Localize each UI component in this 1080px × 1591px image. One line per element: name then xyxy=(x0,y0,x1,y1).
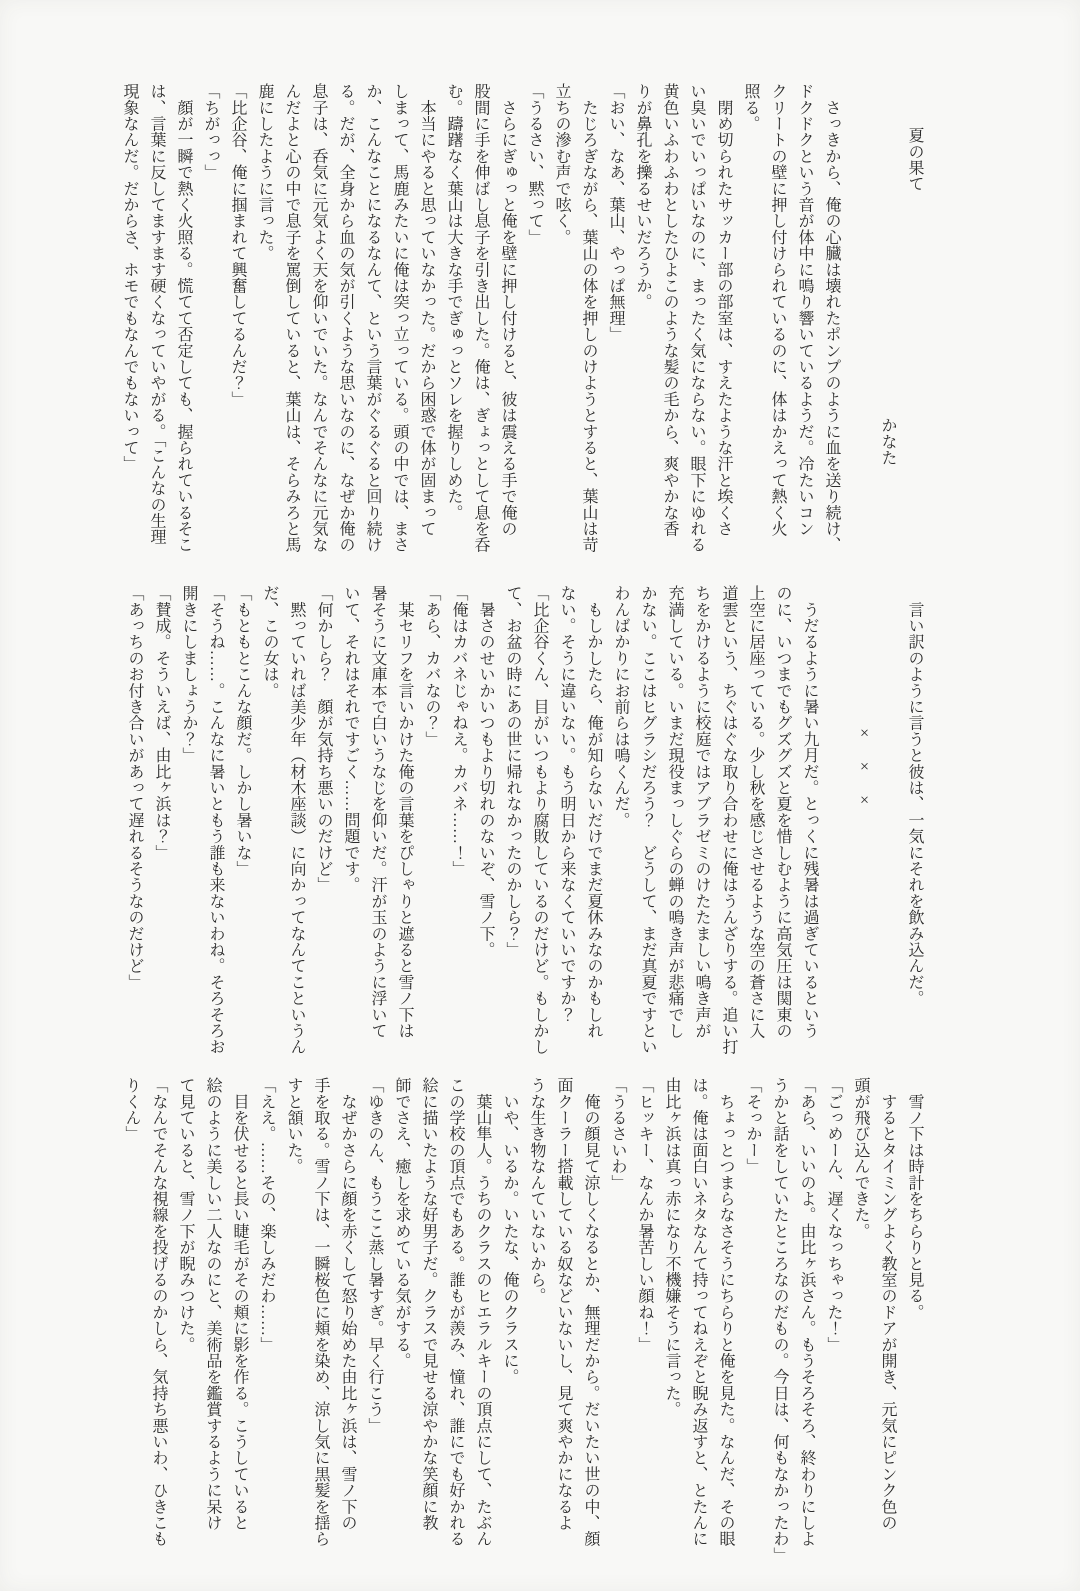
text-line: は、言葉に反してますます硬くなっていやがる。「こんなの生理 xyxy=(148,83,165,545)
paragraph-columns-opening xyxy=(116,83,845,583)
text-line: 「うるさいわ」 xyxy=(609,1077,626,1191)
text-line: 閉め切られたサッカー部の部室は、すえたような汗と埃くさ xyxy=(715,83,732,537)
text-line: この学校の頂点でもある。誰もが羨み、憧れ、誰にでも好かれる xyxy=(447,1077,464,1547)
text-line: 息子は、呑気に元気よく天を仰いでいた。なんでそんなに元気な xyxy=(310,83,327,553)
text-line: もしかしたら、俺が知らないだけでまだ夏休みなのかもしれ xyxy=(585,585,602,1039)
text-line: 暑さのせいかいつもより切れのないぞ、雪ノ下。 xyxy=(477,585,494,958)
text-line: る。だが、全身から血の気が引くような思いなのに、なぜか俺の xyxy=(337,83,354,553)
text-line: て見ていると、雪ノ下が睨みつけた。 xyxy=(177,1077,194,1353)
text-line: わんばかりにお前らは鳴くんだ。 xyxy=(612,585,629,828)
paragraph-columns-scene-two xyxy=(121,585,823,1085)
text-line: 手を取る。雪ノ下は、一瞬桜色に頬を染め、涼し気に黒髪を揺ら xyxy=(312,1077,329,1547)
paragraph-columns-scene-three xyxy=(118,1077,928,1582)
text-line: 「おい、なあ、葉山、やっぱ無理」 xyxy=(607,83,624,343)
text-line: 「賛成。そういえば、由比ヶ浜は？」 xyxy=(153,585,170,861)
text-line: 「ヒッキー、なんか暑苦しい顔ね！」 xyxy=(636,1077,653,1353)
text-line: 「ちがっっ」 xyxy=(202,83,219,181)
text-line: いや、いるか。いたな、俺のクラスに。 xyxy=(501,1077,518,1385)
text-line: 「何かしら？ 顔が気持ち悪いのだけど」 xyxy=(315,585,332,893)
text-line: 某セリフを言いかけた俺の言葉をぴしゃりと遮ると雪ノ下は xyxy=(396,585,413,1039)
text-line: か、こんなことになるなんて、という言葉がぐるぐると回り続け xyxy=(364,83,381,553)
text-line: んだよと心の中で息子を罵倒していると、葉山は、そらみろと馬 xyxy=(283,83,300,553)
text-line: 目を伏せると長い睫毛がその頬に影を作る。こうしていると xyxy=(231,1077,248,1531)
text-line: りくん」 xyxy=(123,1077,140,1142)
text-line: 「俺はカバネじゃねえ。カバネ……！」 xyxy=(450,585,467,877)
text-line: 雪ノ下は時計をちらりと見る。 xyxy=(906,1077,923,1320)
text-line: 頭が飛び込んできた。 xyxy=(852,1077,869,1239)
text-line: 「なんでそんな視線を投げるのかしら、気持ち悪いわ、ひきこも xyxy=(150,1077,167,1547)
text-line: 照る。 xyxy=(742,83,759,132)
text-line: りが鼻孔を擽るせいだろうか。 xyxy=(634,83,651,310)
text-line: ちをかけるように校庭ではアブラゼミのけたたましい鳴き声が xyxy=(693,585,710,1039)
text-line: 黙っていれば美少年（材木座談）に向かってなんてこというん xyxy=(288,585,305,1055)
text-line: 「ゆきのん、もうここ蒸し暑すぎ。早く行こう」 xyxy=(366,1077,383,1434)
text-line: ドクドクという音が体中に鳴り響いているようだ。冷たいコン xyxy=(796,83,813,537)
text-line: 「うるさい、黙って」 xyxy=(526,83,543,245)
text-line: は。俺は面白いネタなんて持ってねえぞと睨み返すと、とたんに xyxy=(690,1077,707,1547)
text-line: 現象なんだ。だからさ、ホモでもなんでもないって」 xyxy=(121,83,138,472)
text-line: 股間に手を伸ばし息子を引き出した。俺は、ぎょっとして息を呑 xyxy=(472,83,489,553)
text-line: 「そっかー」 xyxy=(744,1077,761,1175)
text-line: うな生き物なんていないから。 xyxy=(528,1077,545,1304)
text-line: のに、いつまでもグズグズと夏を惜しむように高気圧は関東の xyxy=(774,585,791,1039)
text-line: たじろぎながら、葉山の体を押しのけようとすると、葉山は苛 xyxy=(580,83,597,553)
text-line: 顔が一瞬で熱く火照る。慌てて否定しても、握られているそこ xyxy=(175,83,192,553)
text-line: 「そうね……。こんなに暑いともう誰も来ないわね。そろそろお xyxy=(207,585,224,1055)
text-line: 鹿にしたように言った。 xyxy=(256,83,273,262)
text-line: するとタイミングよく教室のドアが開き、元気にピンク色の xyxy=(879,1077,896,1531)
text-line: うだるように暑い九月だ。とっくに残暑は過ぎているという xyxy=(801,585,818,1039)
text-line: い臭いでいっぱいなのに、まったく気にならない。眼下にゆれる xyxy=(688,83,705,553)
text-line: いて、それはそれですごく……問題です。 xyxy=(342,585,359,893)
text-line: 絵のように美しい二人なのにと、美術品を鑑賞するように呆け xyxy=(204,1077,221,1531)
text-line: 絵に描いたような好男子だ。クラスで見せる涼やかな笑顔に教 xyxy=(420,1077,437,1531)
text-line: ちょっとつまらなさそうにちらりと俺を見た。なんだ、その眼 xyxy=(717,1077,734,1547)
text-section-scene-three xyxy=(118,1077,928,1582)
text-line: クリートの壁に押し付けられているのに、体はかえって熱く火 xyxy=(769,83,786,537)
text-line: 葉山隼人。うちのクラスのヒエラルキーの頂点にして、たぶん xyxy=(474,1077,491,1547)
text-line: 暑そうに文庫本で白いうなじを仰いだ。汗が玉のように浮いて xyxy=(369,585,386,1039)
text-line: うかと話をしていたところなのだもの。今日は、何もなかったわ」 xyxy=(771,1077,788,1563)
text-line: 俺の顔見て涼しくなるとか、無理だから。だいたい世の中、顔 xyxy=(582,1077,599,1547)
text-line: 「あっちのお付き合いがあって遅れるそうなのだけど」 xyxy=(126,585,143,990)
text-line: 上空に居座っている。少し秋を感じさせるような空の蒼さに入 xyxy=(747,585,764,1039)
text-section-opening xyxy=(116,83,928,583)
text-line: 面クーラー搭載している奴などいないし、見て爽やかになるよ xyxy=(555,1077,572,1531)
text-line: 「比企谷、俺に掴まれて興奮してるんだ？」 xyxy=(229,83,246,407)
scene-break-separator: × × × xyxy=(856,725,873,809)
text-line: 充満している。いまだ現役まっしぐらの蝉の鳴き声が悲痛でし xyxy=(666,585,683,1039)
text-line: ない。そうに違いない。もう明日から来なくていいですか？ xyxy=(558,585,575,1023)
text-line: 「ごっめーん、遅くなっちゃった！」 xyxy=(825,1077,842,1353)
author-name: かなた xyxy=(879,417,896,466)
text-line: む。躊躇なく葉山は大きな手でぎゅっとソレを握りしめた。 xyxy=(445,83,462,521)
text-line: 開きにしましょうか？」 xyxy=(180,585,197,764)
text-line: かない。ここはヒグラシだろう？ どうして、まだ真夏ですとい xyxy=(639,585,656,1055)
text-line: すと頷いた。 xyxy=(285,1077,302,1175)
story-title: 夏の果て xyxy=(906,127,923,192)
text-line: 言い訳のように言うと彼は、一気にそれを飲み込んだ。 xyxy=(906,585,923,1007)
text-line: しまって、馬鹿みたいに俺は突っ立っている。頭の中では、まさ xyxy=(391,83,408,553)
text-line: 道雲という、ちぐはぐな取り合わせに俺はうんざりする。追い打 xyxy=(720,585,737,1055)
text-line: て、お盆の時にあの世に帰れなかったのかしら？」 xyxy=(504,585,521,958)
text-section-scene-two xyxy=(121,585,928,1085)
text-line: さっきから、俺の心臓は壊れたポンプのように血を送り続け、 xyxy=(823,83,840,553)
text-line: だ、この女は。 xyxy=(261,585,278,699)
text-line: 「比企谷くん、目がいつもより腐敗しているのだけど。もしかし xyxy=(531,585,548,1055)
text-line: 黄色いふわふわとしたひよこのような髪の毛から、爽やかな香 xyxy=(661,83,678,537)
text-line: 「もともとこんな顔だ。しかし暑いな」 xyxy=(234,585,251,877)
text-line: 立ちの滲む声で呟く。 xyxy=(553,83,570,245)
text-line: 「ええ。……その、楽しみだわ……」 xyxy=(258,1077,275,1353)
text-line: なぜかさらに顔を赤くして怒り始めた由比ヶ浜は、雪ノ下の xyxy=(339,1077,356,1531)
text-line: 「あら、いいのよ。由比ヶ浜さん。もうそろそろ、終わりにしよ xyxy=(798,1077,815,1547)
text-line: 由比ヶ浜は真っ赤になり不機嫌そうに言った。 xyxy=(663,1077,680,1418)
text-line: さらにぎゅっと俺を壁に押し付けると、彼は震える手で俺の xyxy=(499,83,516,537)
text-line: 「あら、カバなの？」 xyxy=(423,585,440,747)
text-line: 師でさえ、癒しを求めている気がする。 xyxy=(393,1077,410,1369)
text-line: 本当にやると思っていなかった。だから困惑で体が固まって xyxy=(418,83,435,537)
